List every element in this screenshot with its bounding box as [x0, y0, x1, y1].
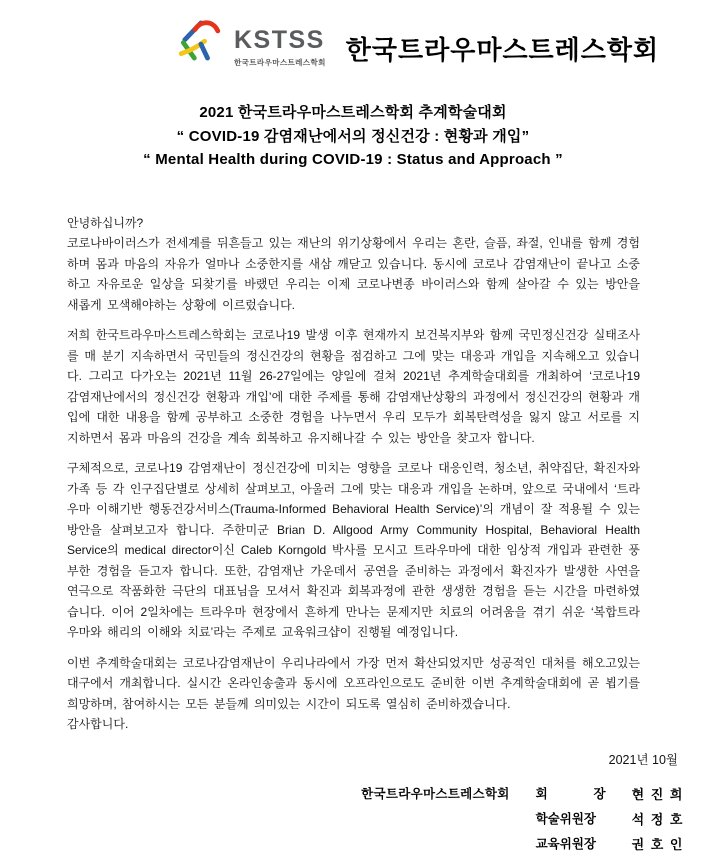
conference-title-line2: “ COVID-19 감염재난에서의 정신건강 : 현황과 개입”: [176, 127, 530, 145]
conference-title-line3: “ Mental Health during COVID-19 : Status and Approach ”: [143, 151, 563, 168]
date-line: 2021년 10월: [608, 752, 678, 767]
signature-block: [0, 784, 706, 853]
paragraph-3: 구체적으로, 코로나19 감염재난이 정신건강에 미치는 영향을 코로나 대응인력, 청소년, 취약집단, 확진자와 가족 등 각 인구집단별로 상세히 살펴보고, 아울러 그에 맞는 대응과 개입을 논하며, 앞으로 국내에서 ‘트라우마 이해기반 행동건강서비스(Trauma-Informed Behavioral Health Service)’의 개념이 잘 적용될 수 있는 방안을 살펴보고자 합니다. 주한미군 Brian D. Allgood Army Community Hospital, Behavioral Health Service의 medical director이신 Caleb Korngold 박사를 모시고 트라우마에 대한 임상적 개입과 관련한 풍부한 경험을 듣고자 합니다. 또한, 감염재난 가운데서 공연을 준비하는 과정에서 확진자가 발생한 사연을 연극으로 작품화한 극단의 대표님을 모셔서 확진과 회복과정에 관한 생생한 경험을 듣는 시간을 마련하였습니다. 이어 2일차에는 트라우마 현장에서 흔하게 만나는 문제지만 치료의 어려움을 겪기 쉬운 ‘복합트라우마와 해리의 이해와 치료’라는 주제로 교육워크샵이 진행될 예정입니다.: [67, 461, 640, 639]
letter-body: [67, 213, 640, 735]
signature-name-2: 석 정 호: [631, 811, 684, 827]
logo-subtext: 한국트라우마스트레스학회: [234, 58, 326, 67]
paragraph-4: 이번 추계학술대회는 코로나감염재난이 우리나라에서 가장 먼저 확산되었지만 성공적인 대처를 해오고있는 대구에서 개최합니다. 실시간 온라인송출과 동시에 오프라인으로도 준비한 이번 추계학술대회에 곧 뵙기를 희망하며, 참여하시는 모든 분들께 의미있는 시간이 되도록 열심히 준비하겠습니다.: [67, 655, 640, 711]
signature-role-2: 학술위원장: [535, 812, 596, 826]
paragraph-2: 저희 한국트라우마스트레스학회는 코로나19 발생 이후 현재까지 보건복지부와 함께 국민정신건강 실태조사를 매 분기 지속하면서 국민들의 정신건강의 현황을 점검하고 그에 맞는 대응과 개입을 지속해오고 있습니다. 그리고 다가오는 2021년 11월 26-27일에는 양일에 걸쳐 2021년 추계학술대회를 개최하여 ‘코로나19 감염재난에서의 정신건강 현황과 개입’에 대한 주제를 통해 감염재난상황의 과정에서 정신건강의 현황과 개입에 대한 내용을 함께 공부하고 소중한 경험을 나누면서 우리 모두가 회복탄력성을 잃지 않고 서로를 지지하면서 몸과 마음의 건강을 계속 회복하고 유지해나갈 수 있는 방안을 찾고자 합니다.: [67, 328, 640, 445]
logo-acronym: KSTSS: [234, 26, 325, 54]
signature-role-3: 교육위원장: [535, 837, 596, 851]
document-page: [0, 13, 706, 852]
signature-role-1: 회 장: [535, 787, 606, 801]
signature-name-1: 현 진 희: [631, 786, 684, 802]
conference-title-block: [0, 101, 706, 172]
signature-name-3: 권 호 인: [631, 836, 684, 852]
signature-grid: [361, 784, 684, 853]
greeting-line: 안녕하십니까?: [67, 215, 144, 230]
signature-org: 한국트라우마스트레스학회: [361, 787, 510, 801]
paragraph-1: 코로나바이러스가 전세계를 뒤흔들고 있는 재난의 위기상황에서 우리는 혼란, 슬픔, 좌절, 인내를 함께 경험하며 몸과 마음의 자유가 얼마나 소중한지를 새삼 깨닫고 있습니다. 동시에 코로나 감염재난이 끝나고 소중하고 자유로운 일상을 되찾기를 바랬던 우리는 이제 코로나변종 바이러스와 함께 살아갈 수 있는 방안을 새롭게 모색해야하는 상황에 이르렀습니다.: [67, 236, 640, 312]
header: [176, 13, 659, 68]
kstss-logo-icon: [176, 13, 220, 65]
logo-text-block: [234, 13, 326, 68]
organization-title: 한국트라우마스트레스학회: [345, 35, 660, 65]
closing-line: 감사합니다.: [67, 717, 129, 731]
logo-ribbon-figure-icon: [176, 13, 220, 65]
conference-title-line1: 2021 한국트라우마스트레스학회 추계학술대회: [199, 104, 507, 121]
